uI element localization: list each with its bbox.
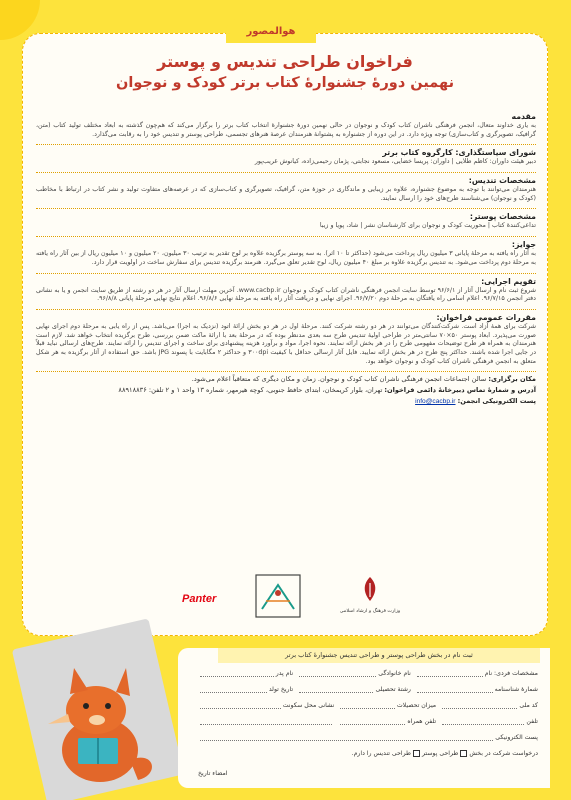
form-row-request — [194, 750, 538, 757]
form-title: ثبت نام در بخش طراحی پوستر و طراحی تندیس جشنوارهٔ کتاب برتر — [218, 648, 540, 663]
section-title: تقویم اجرایی: — [481, 276, 536, 286]
phone-label: تلفن — [526, 718, 538, 725]
section-title: مشخصات تندیس: — [468, 176, 536, 186]
section-poster-specs — [36, 212, 536, 231]
last-name-label: نام خانوادگی — [378, 670, 411, 677]
phone-field[interactable] — [442, 718, 524, 725]
email-field-label: پست الکترونیکی — [495, 734, 538, 741]
email-label: پست الکترونیکی انجمن: — [457, 397, 536, 406]
section-text: دبیر هیئت داوران: کاظم طلایی | داوران: پریسا خضایی، مسعود نجابتی، پژمان رحیمی‌زاده، کیانوش غریب‌پور — [254, 158, 536, 166]
festival-logo — [252, 571, 308, 621]
signature-label: امضاء تاریخ — [198, 770, 228, 777]
divider — [36, 172, 536, 173]
venue-label: مکان برگزاری: — [488, 375, 536, 384]
divider — [36, 144, 536, 145]
section-text: به آثار راه یافته به مرحلهٔ پایانی ۳ میلیون ریال پرداخت می‌شود (حداکثر تا ۱۰ اثر). به سه پوستر برگزیده علاوه بر لوح تقدیر به ترتیب ۳۰ میلیون، ۲۰ میلیون و ۱۰ میلیون ریال از بین آثار راه یافته به مرحلهٔ دوم پرداخت می‌شود. به تندیس برگزیده علاوه بر مبلغ ۴۰ میلیون ریال، لوح تقدیر تعلق می‌گیرد. هنرمند برگزیده تندیس برای سفارش ساخت در اولویت قرار دارد. — [36, 250, 536, 266]
email-line — [36, 397, 536, 405]
fox-illustration-icon — [30, 650, 170, 790]
section-council — [36, 148, 536, 167]
form-row-name — [194, 670, 538, 677]
form-row-national — [194, 702, 538, 709]
section-text: شروع ثبت نام و ارسال آثار از ۹۶/۶/۱ توسط سایت انجمن فرهنگی ناشران کتاب کودک و نوجوان www.cacbp.ir. آخرین مهلت ارسال آثار در هر دو رشته از طریق سایت انجمن و یا به نشانی دفتر انجمن ۹۶/۷/۱۵. اعلام اسامی راه یافتگان به مرحلهٔ دوم ۹۶/۷/۲۰. اجرای نهایی و دریافت آثار راه یافته به مرحلهٔ نهایی ۹۶/۸/۶. اعلام نتایج نهایی مرحلهٔ پایانی ۹۶/۸/۸. — [36, 286, 536, 303]
first-name-label: مشخصات فردی: نام — [484, 670, 538, 677]
education-label: میزان تحصیلات — [396, 702, 437, 709]
section-prizes — [36, 240, 536, 267]
panter-logo: Panter — [182, 593, 217, 605]
mobile-label: تلفن همراه — [407, 718, 437, 725]
section-rules — [36, 313, 536, 366]
address-label: آدرس و شمارهٔ تماس دبیرخانهٔ دائمی فراخوان: — [384, 386, 536, 395]
extra-field[interactable] — [200, 718, 332, 725]
first-name-field[interactable] — [417, 670, 483, 677]
section-text: شرکت برای همهٔ آزاد است. شرکت‌کنندگان می‌توانند در هر دو رشته شرکت کنند. مرحلهٔ اول در هر دو بخش ارائهٔ اتود (نزدیک به اجرا) می‌باشد. پس از راه یابی به مرحلهٔ دوم اجرای نهایی صورت می‌پذیرد. ابعاد پوستر ۵۰×۷۰ سانتی‌متر در طراحی اولیهٔ تندیس طرح سه بعدی مدنظر بوده که در مرحلهٔ بعد با ارائهٔ ماکت ضمن بررسی، طرح برگزیده انتخاب خواهد شد. لازم است هنرمندان به همراه هر طرح توضیحات مفهومی طرح را در هر بخش ارائه نمایند. نحوه اجرا، مواد و برآورد هزینه پیشنهادی برای ساخت و اجرای تندیس را ارائه نمایند. طرح‌های ارسالی نباید قبلاً در جایی اجرا شده باشند. حداکثر پنج طرح در هر بخش ارائه نمایید. فایل آثار ارسالی حداقل با کیفیت ۳۰۰dpi و حداکثر ۲ مگابایت با پسوند JPG باشد. حق استفاده از آثار برگزیده به هر شکل متعلق به انجمن فرهنگی ناشران کتاب کودک و نوجوان خواهد بود. — [36, 322, 537, 365]
form-row-phone — [194, 718, 538, 725]
registration-form — [178, 648, 550, 788]
announcement-content — [36, 112, 536, 408]
ministry-name: وزارت فرهنگ و ارشاد اسلامی — [339, 609, 401, 614]
section-schedule — [36, 277, 536, 304]
page-subtitle: نهمین دورهٔ جشنوارهٔ کتاب برتر کودک و نوجوان — [115, 75, 455, 91]
id-number-label: شمارهٔ شناسنامه — [494, 686, 538, 693]
divider — [36, 309, 536, 310]
section-title: مقدمه — [511, 112, 536, 121]
father-name-field[interactable] — [200, 670, 274, 677]
statue-option-label: طراحی تندیس را دارم. — [351, 750, 411, 757]
poster-option-label: طراحی پوستر — [421, 750, 459, 757]
address-text: تهران، بلوار کریمخان، ابتدای حافظ جنوبی، کوچه هیرمهر، شماره ۱۳ واحد ۱ و ۲ تلفن: ۸۸۹۱۸۸۳۶ — [118, 386, 383, 395]
address-line — [36, 386, 536, 394]
ministry-logo — [330, 575, 410, 623]
mobile-field[interactable] — [340, 718, 405, 725]
venue-line — [36, 375, 536, 383]
address-field-label: نشانی محل سکونت — [282, 702, 335, 709]
section-title: شورای سیاستگذاری: کارگروه کتاب برتر — [382, 148, 536, 158]
email-link[interactable]: info@cacbp.ir — [415, 398, 456, 406]
section-text: به یاری خداوند متعال، انجمن فرهنگی ناشران کتاب کودک و نوجوان در حالی نهمین دورهٔ جشنوارهٔ انتخاب کتاب برتر را برگزار می‌کند که هم‌چون گذشته به ابعاد مختلف تولید کتاب (متن، گرافیک، تصویرگری و کتاب‌سازی) توجه ویژه دارد. در این دوره از جشنواره به پشتوانهٔ هنرمندان عرصهٔ هنرهای تجسمی، طراحی پوستر و تندیس خود را به رقابت می‌گذارد. — [36, 122, 536, 138]
last-name-field[interactable] — [299, 670, 376, 677]
form-row-id — [194, 686, 538, 693]
education-field[interactable] — [340, 702, 395, 709]
divider — [36, 208, 536, 209]
divider — [36, 273, 536, 274]
header-tab: هوالمصور — [226, 19, 316, 43]
field-of-study-field[interactable] — [299, 686, 373, 693]
request-label: درخواست شرکت در بخش — [469, 750, 538, 757]
section-title: مقررات عمومی فراخوان: — [436, 312, 536, 322]
birth-date-field[interactable] — [200, 686, 267, 693]
divider — [36, 371, 536, 372]
poster-checkbox[interactable] — [460, 750, 467, 757]
national-code-label: کد ملی — [519, 702, 538, 709]
sponsor-logos — [170, 565, 470, 635]
page-title: فراخوان طراحی تندیس و پوستر — [157, 52, 413, 71]
section-text: تداعی‌کنندهٔ کتاب | محوریت کودک و نوجوان برای کارشناسان نشر | شاد، پویا و زیبا — [319, 222, 536, 230]
email-field[interactable] — [200, 734, 493, 741]
statue-checkbox[interactable] — [413, 750, 420, 757]
national-code-field[interactable] — [442, 702, 517, 709]
father-name-label: نام پدر — [275, 670, 294, 677]
section-title: جوایز: — [511, 240, 536, 250]
field-of-study-label: رشتهٔ تحصیلی — [375, 686, 411, 693]
section-intro — [36, 112, 536, 139]
id-number-field[interactable] — [417, 686, 493, 693]
form-row-email — [194, 734, 538, 741]
section-text: هنرمندان می‌توانند با توجه به موضوع جشنواره، علاوه بر زیبایی و ماندگاری در حوزهٔ متن، گرافیک، تصویرگری و کتاب‌سازی که در عرصه‌های متفاوت تولید و نشر کتاب در ارتباط با مخاطب (کودک و نوجوان) می‌شناسند طرح‌های خود را ارسال نمایند. — [36, 186, 536, 202]
venue-text: سالن اجتماعات انجمن فرهنگی ناشران کتاب کودک و نوجوان. زمان و مکان دیگری که متعاقباً اعلام می‌شود. — [191, 375, 487, 384]
address-field[interactable] — [200, 702, 281, 709]
section-title: مشخصات پوستر: — [469, 212, 536, 222]
divider — [36, 236, 536, 237]
section-statue-specs — [36, 176, 536, 203]
birth-date-label: تاریخ تولد — [268, 686, 294, 693]
